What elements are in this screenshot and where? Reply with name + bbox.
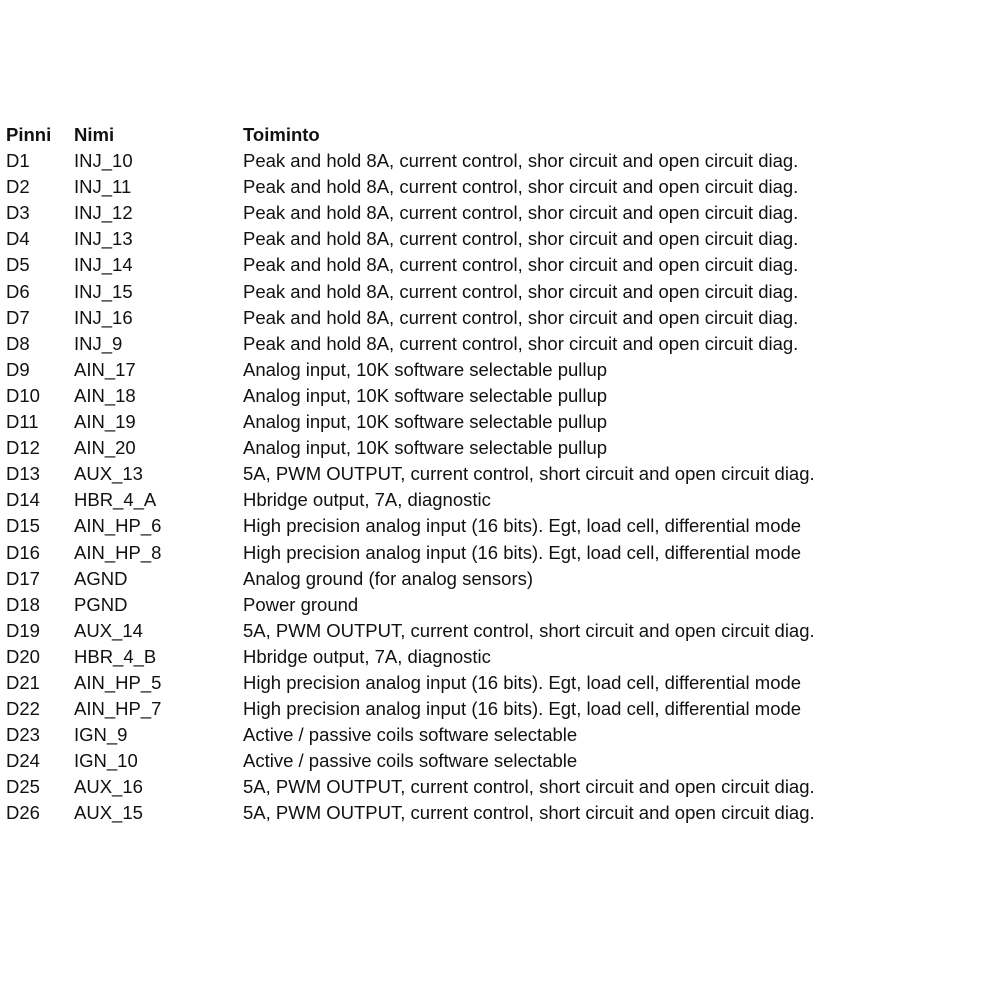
table-row [6, 696, 943, 722]
name-cell: AIN_17 [74, 358, 136, 380]
pin-cell: D19 [6, 619, 40, 641]
function-cell: 5A, PWM OUTPUT, current control, short circuit and open circuit diag. [243, 619, 815, 641]
pin-cell: D24 [6, 750, 40, 772]
pin-cell: D16 [6, 541, 40, 563]
pin-cell: D14 [6, 489, 40, 511]
pin-table [6, 122, 943, 827]
pin-cell: D20 [6, 645, 40, 667]
pin-cell: D11 [6, 411, 39, 433]
name-cell: AUX_15 [74, 802, 143, 824]
function-cell: High precision analog input (16 bits). Egt, load cell, differential mode [243, 515, 802, 537]
header-pin: Pinni [6, 124, 52, 145]
table-row [6, 435, 943, 461]
function-cell: Power ground [243, 593, 359, 615]
function-cell: 5A, PWM OUTPUT, current control, short circuit and open circuit diag. [243, 802, 815, 824]
name-cell: PGND [74, 593, 128, 615]
function-cell: Peak and hold 8A, current control, shor circuit and open circuit diag. [243, 280, 799, 302]
table-row [6, 252, 943, 278]
function-cell: High precision analog input (16 bits). Egt, load cell, differential mode [243, 671, 802, 693]
table-row [6, 774, 943, 800]
name-cell: HBR_4_B [74, 645, 157, 667]
pin-cell: D2 [6, 176, 30, 198]
function-cell: 5A, PWM OUTPUT, current control, short circuit and open circuit diag. [243, 463, 815, 485]
pin-cell: D15 [6, 515, 40, 537]
pin-cell: D4 [6, 228, 30, 250]
function-cell: Analog input, 10K software selectable pullup [243, 358, 608, 380]
function-cell: Analog ground (for analog sensors) [243, 567, 534, 589]
function-cell: Peak and hold 8A, current control, shor circuit and open circuit diag. [243, 176, 799, 198]
name-cell: AUX_13 [74, 463, 143, 485]
name-cell: AIN_HP_8 [74, 541, 162, 563]
table-row [6, 644, 943, 670]
pin-cell: D23 [6, 724, 40, 746]
name-cell: INJ_13 [74, 228, 133, 250]
name-cell: AIN_18 [74, 384, 136, 406]
function-cell: Hbridge output, 7A, diagnostic [243, 645, 491, 667]
name-cell: INJ_10 [74, 150, 133, 172]
table-row [6, 487, 943, 513]
header-function: Toiminto [243, 124, 320, 145]
table-row [6, 409, 943, 435]
name-cell: AIN_HP_5 [74, 671, 162, 693]
name-cell: AIN_19 [74, 411, 136, 433]
table-row [6, 200, 943, 226]
table-row [6, 670, 943, 696]
name-cell: IGN_9 [74, 724, 128, 746]
pin-cell: D6 [6, 280, 30, 302]
function-cell: Peak and hold 8A, current control, shor circuit and open circuit diag. [243, 150, 799, 172]
pin-cell: D22 [6, 698, 40, 720]
name-cell: INJ_15 [74, 280, 133, 302]
function-cell: Peak and hold 8A, current control, shor circuit and open circuit diag. [243, 306, 799, 328]
table-header-row [6, 122, 943, 148]
table-row [6, 174, 943, 200]
table-row [6, 800, 943, 826]
name-cell: AIN_HP_7 [74, 698, 162, 720]
pin-cell: D13 [6, 463, 40, 485]
pin-cell: D5 [6, 254, 30, 276]
table-row [6, 461, 943, 487]
name-cell: INJ_12 [74, 202, 133, 224]
name-cell: AIN_20 [74, 437, 136, 459]
table-row [6, 513, 943, 539]
function-cell: 5A, PWM OUTPUT, current control, short circuit and open circuit diag. [243, 776, 815, 798]
table-row [6, 722, 943, 748]
table-row [6, 540, 943, 566]
name-cell: HBR_4_A [74, 489, 157, 511]
name-cell: INJ_11 [74, 176, 132, 198]
pin-cell: D10 [6, 384, 40, 406]
pin-cell: D8 [6, 332, 30, 354]
name-cell: INJ_9 [74, 332, 123, 354]
function-cell: Hbridge output, 7A, diagnostic [243, 489, 491, 511]
function-cell: Peak and hold 8A, current control, shor circuit and open circuit diag. [243, 254, 799, 276]
function-cell: Active / passive coils software selectable [243, 724, 578, 746]
table-row [6, 148, 943, 174]
pin-cell: D3 [6, 202, 30, 224]
table-body [6, 148, 943, 826]
name-cell: AGND [74, 567, 128, 589]
function-cell: Peak and hold 8A, current control, shor circuit and open circuit diag. [243, 202, 799, 224]
pin-cell: D25 [6, 776, 40, 798]
pin-cell: D18 [6, 593, 40, 615]
pin-cell: D1 [6, 150, 30, 172]
name-cell: INJ_16 [74, 306, 133, 328]
name-cell: AUX_14 [74, 619, 143, 641]
pin-cell: D21 [6, 671, 40, 693]
table-row [6, 331, 943, 357]
table-row [6, 357, 943, 383]
table-row [6, 383, 943, 409]
function-cell: High precision analog input (16 bits). Egt, load cell, differential mode [243, 698, 802, 720]
pin-cell: D7 [6, 306, 30, 328]
table-row [6, 592, 943, 618]
pin-cell: D9 [6, 358, 30, 380]
table-row [6, 226, 943, 252]
header-name: Nimi [74, 124, 115, 145]
name-cell: IGN_10 [74, 750, 138, 772]
table-row [6, 748, 943, 774]
table-row [6, 305, 943, 331]
function-cell: Analog input, 10K software selectable pullup [243, 384, 608, 406]
function-cell: Peak and hold 8A, current control, shor circuit and open circuit diag. [243, 332, 799, 354]
table-row [6, 618, 943, 644]
function-cell: Peak and hold 8A, current control, shor circuit and open circuit diag. [243, 228, 799, 250]
pin-cell: D12 [6, 437, 40, 459]
name-cell: AIN_HP_6 [74, 515, 162, 537]
function-cell: High precision analog input (16 bits). Egt, load cell, differential mode [243, 541, 802, 563]
table-row [6, 566, 943, 592]
name-cell: INJ_14 [74, 254, 133, 276]
function-cell: Active / passive coils software selectable [243, 750, 578, 772]
function-cell: Analog input, 10K software selectable pullup [243, 411, 608, 433]
table-row [6, 279, 943, 305]
function-cell: Analog input, 10K software selectable pullup [243, 437, 608, 459]
pin-cell: D17 [6, 567, 40, 589]
pin-cell: D26 [6, 802, 40, 824]
name-cell: AUX_16 [74, 776, 143, 798]
